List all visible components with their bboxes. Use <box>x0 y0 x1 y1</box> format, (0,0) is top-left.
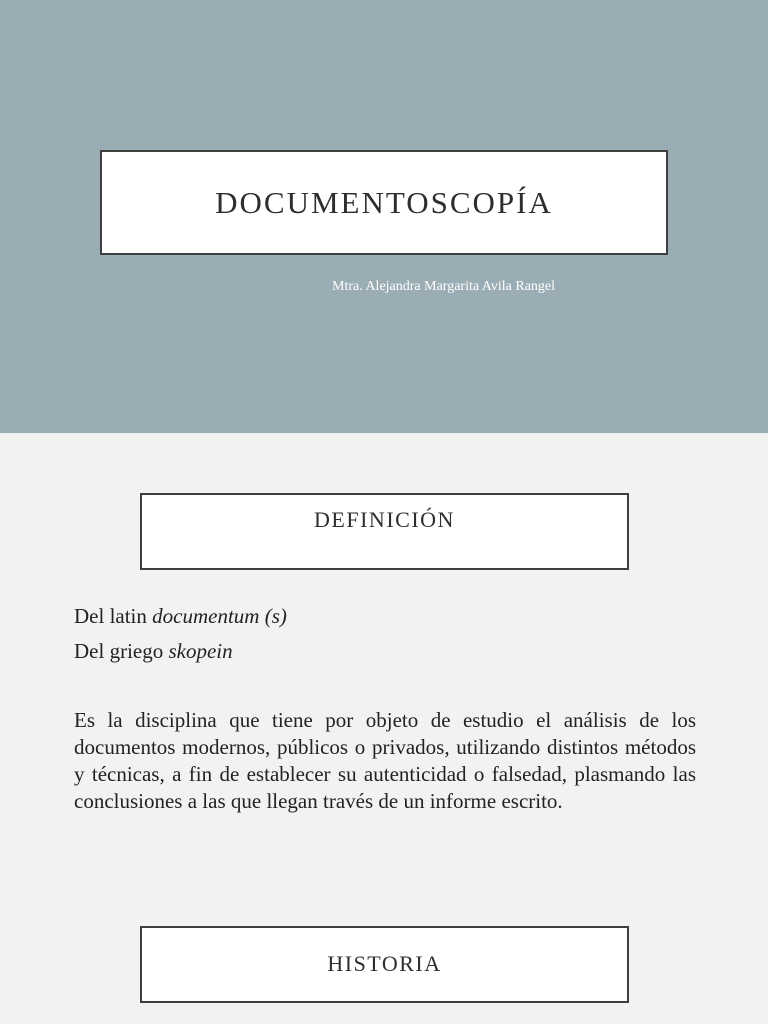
history-heading: HISTORIA <box>327 951 442 976</box>
definition-paragraph: Es la disciplina que tiene por objeto de estudio el análisis de los documentos modernos, públicos o privados, utilizando distintos métodos y técnicas, a fin de establecer su autenticidad o falsedad, plasmando las conclusiones a las que llegan través de un informe escrito. <box>74 708 696 813</box>
etymology-prefix: Del griego <box>74 639 169 663</box>
history-heading-box <box>140 926 629 1003</box>
definition-heading: DEFINICIÓN <box>314 507 455 532</box>
title-slide <box>0 0 768 433</box>
author-name: Mtra. Alejandra Margarita Avila Rangel <box>332 279 556 294</box>
title-box <box>100 150 668 255</box>
definition-heading-box <box>140 493 629 570</box>
etymology-term: skopein <box>168 639 233 663</box>
etymology-latin <box>74 604 287 629</box>
document-title: DOCUMENTOSCOPÍA <box>215 184 553 220</box>
etymology-term: documentum (s) <box>152 604 287 628</box>
definition-slide <box>0 433 768 1024</box>
etymology-greek <box>74 639 233 664</box>
etymology-prefix: Del latin <box>74 604 153 628</box>
